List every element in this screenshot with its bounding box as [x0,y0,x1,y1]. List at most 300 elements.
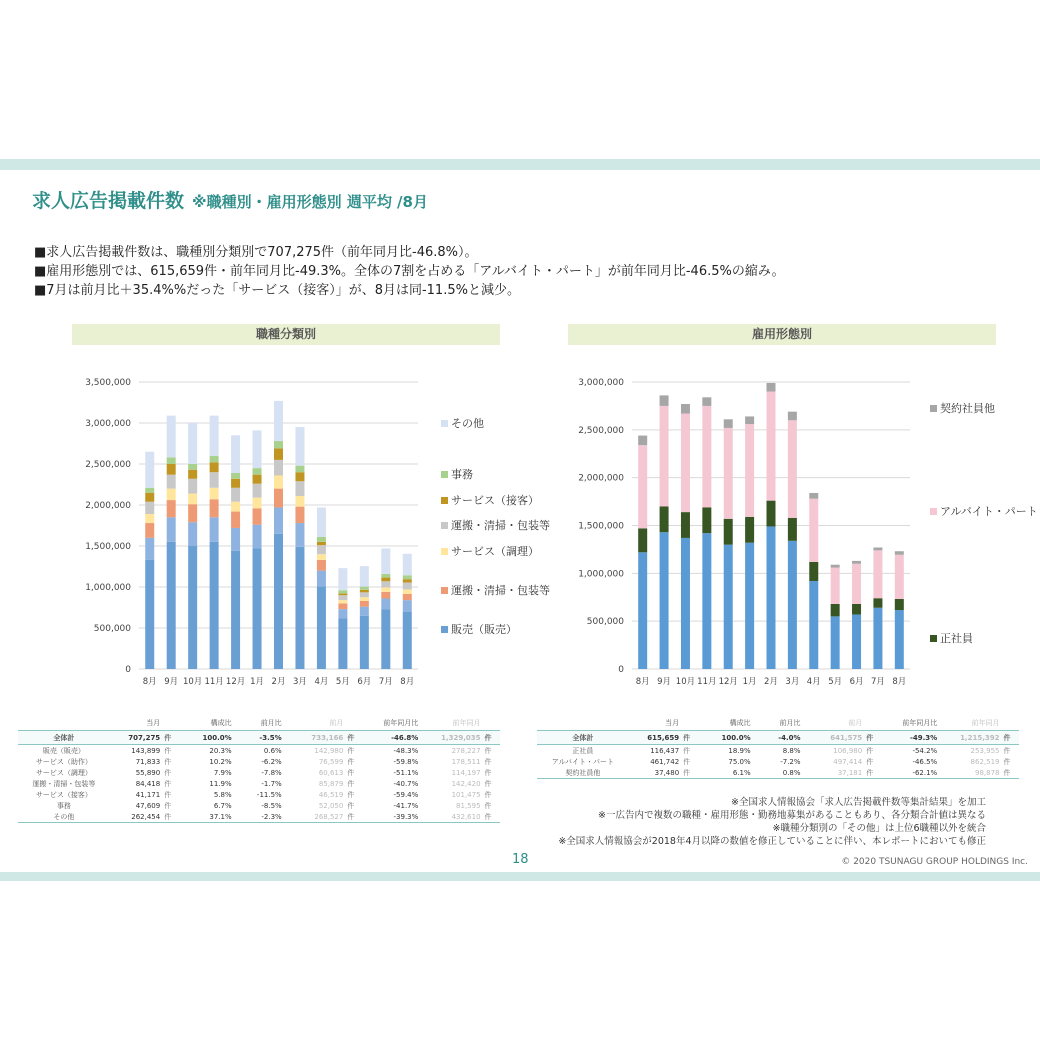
legend-swatch [441,626,448,633]
table-cell: 件 [162,731,179,745]
bar-segment [231,512,240,528]
bar-segment [852,564,861,604]
bar-segment [231,473,240,479]
table-cell: 件 [164,790,172,799]
legend-label: 事務 [451,468,473,481]
table-cell: 6.1% [699,767,753,779]
x-tick-label: 8月 [400,677,415,687]
bar-segment [338,603,347,609]
bar-segment [702,397,711,406]
table-cell: 件 [164,801,172,810]
bar-segment [317,560,326,571]
th-prev-month: 前月 [329,719,344,727]
legend-swatch [930,635,937,642]
table-cell: 37,480 [629,767,681,779]
bar-segment [809,499,818,562]
bar-segment [809,581,818,669]
table-row [537,767,1019,779]
x-tick-label: 10月 [182,677,203,687]
bar-segment [274,401,283,441]
bar-segment [767,383,776,392]
bar-segment [403,554,412,575]
th-ratio: 構成比 [729,719,751,727]
x-tick-label: 7月 [378,677,393,687]
bar-segment [660,532,669,669]
bar-segment [360,597,369,601]
table-cell: 契約社員他 [537,767,629,779]
bar-segment [852,614,861,669]
table-cell: サービス（接客） [35,790,92,799]
bar-segment [403,612,412,669]
chart-title-occupation: 職種分類別 [72,324,500,345]
bullet-1: ■求人広告掲載件数は、職種別分類別で707,275件（前年同月比-46.8%）。 [34,245,478,260]
table-cell: -48.3% [393,746,419,755]
bar-segment [210,488,219,499]
bar-segment [852,561,861,564]
bar-segment [317,542,326,545]
x-tick-label: 12月 [225,677,246,687]
bar-segment [338,590,347,593]
bar-segment [873,608,882,669]
bar-segment [253,548,262,669]
bar-segment [188,479,197,494]
table-cell: サービス（調理） [35,768,92,777]
bar-segment [167,489,176,500]
bar-segment [681,538,690,669]
table-cell: 件 [347,746,355,755]
x-tick-label: 3月 [785,677,800,687]
table-cell: その他 [18,811,110,823]
x-tick-label: 8月 [142,677,157,687]
x-tick-label: 4月 [314,677,329,687]
table-cell: 143,899 [131,746,161,755]
table-cell: 278,227 [451,746,481,755]
bar-segment [317,545,326,554]
bar-segment [381,598,390,609]
table-cell: 81,595 [456,801,481,810]
bar-segment [317,586,326,669]
bar-segment [638,552,647,669]
y-tick-label: 2,500,000 [85,460,131,470]
bar-segment [167,542,176,669]
table-cell: 件 [483,731,500,745]
bar-segment [145,502,154,514]
bar-segment [873,598,882,608]
table-cell: 件 [484,746,492,755]
table-cell: 件 [1003,757,1011,766]
table-cell: 60,613 [318,768,344,777]
table-cell: 件 [1001,767,1019,779]
table-cell: サービス（助作） [35,757,92,766]
bar-segment [188,504,197,522]
bar-segment [167,464,176,475]
table-cell: 84,418 [135,779,161,788]
table-cell: 件 [164,779,172,788]
bar-segment [360,607,369,616]
table-cell: 75.0% [728,757,751,766]
th-prev-year: 前年同月 [452,719,481,727]
x-tick-label: 1月 [250,677,264,687]
bar-segment [210,542,219,669]
bar-segment [831,616,840,669]
table-cell: 件 [484,757,492,766]
bar-segment [360,592,369,597]
table-cell: 52,050 [318,801,344,810]
table-row [18,811,500,823]
bar-segment [381,578,390,582]
table-cell: 1,215,392 [939,731,1001,745]
x-tick-label: 11月 [697,677,717,687]
bar-segment [145,514,154,523]
bar-segment [274,441,283,448]
x-tick-label: 1月 [742,677,757,687]
bar-segment [274,489,283,508]
bar-segment [317,507,326,537]
bar-segment [210,456,219,463]
bar-segment [788,420,797,518]
table-cell: 268,527 [284,811,346,823]
bar-segment [188,464,197,470]
table-cell: 件 [683,746,691,755]
table-cell: 100.0% [180,731,234,745]
table-cell: 件 [484,779,492,788]
th-current: 当月 [146,719,161,727]
x-tick-label: 9月 [657,677,672,687]
bar-segment [338,600,347,603]
bar-segment [895,555,904,599]
table-cell: 件 [347,790,355,799]
table-cell: 262,454 [110,811,162,823]
table-row [537,731,1019,745]
bar-segment [167,517,176,542]
table-cell: 0.6% [263,746,282,755]
table-cell: 55,890 [135,768,161,777]
x-tick-label: 2月 [271,677,286,687]
table-cell: -59.4% [393,790,419,799]
table-cell: 5.8% [213,790,232,799]
bar-segment [210,472,219,488]
table-cell: 1,329,035 [420,731,482,745]
table-cell: -59.8% [393,757,419,766]
bar-segment [210,517,219,542]
y-tick-label: 2,000,000 [85,501,131,511]
bar-segment [231,528,240,551]
table-cell: -7.2% [780,757,801,766]
bar-segment [873,550,882,598]
table-employment [537,716,1019,779]
bar-segment [360,566,369,587]
bar-segment [381,592,390,599]
bar-segment [724,545,733,669]
title-main: 求人広告掲載件数 [32,190,185,212]
x-tick-label: 8月 [892,677,907,687]
table-row [18,778,500,789]
table-row [537,756,1019,767]
bar-segment [788,412,797,421]
x-tick-label: 3月 [293,677,307,687]
note-1: ※全国求人情報協会「求人広告掲載件数等集計結果」を加工 [731,797,986,808]
bar-segment [231,435,240,473]
table-cell: 41,171 [135,790,161,799]
bullet-3: ■7月は前月比＋35.4%%だった「サービス（接客）」が、8月は同-11.5%と減少。 [34,283,520,298]
y-tick-label: 500,000 [93,624,131,634]
y-tick-label: 0 [618,665,624,675]
page-number: 18 [512,852,529,867]
table-cell: 販売（販売） [42,746,85,755]
table-cell: 37.1% [180,811,234,823]
table-cell: 461,742 [650,757,680,766]
legend-label: 運搬・清掃・包装等 [451,519,550,532]
bar-segment [702,533,711,669]
table-cell: 件 [164,768,172,777]
table-cell: 497,414 [833,757,863,766]
table-cell: 20.3% [209,746,232,755]
legend-label: アルバイト・パート [940,505,1038,518]
table-row [18,745,500,757]
table-cell: 862,519 [970,757,1000,766]
legend-label: 販売（販売） [451,623,517,636]
table-cell: 733,166 [284,731,346,745]
bar-segment [338,609,347,618]
legend-label: サービス（調理） [451,545,539,558]
table-cell: -11.5% [256,790,282,799]
table-cell: -1.7% [261,779,282,788]
table-cell: 全体計 [18,731,110,745]
table-cell: 432,610 [420,811,482,823]
bar-segment [724,428,733,519]
bar-segment [253,498,262,509]
bar-segment [188,522,197,546]
bar-segment [145,488,154,493]
table-cell: -4.0% [753,731,803,745]
table-cell: 7.9% [213,768,232,777]
bar-segment [274,448,283,459]
table-cell: -46.8% [363,731,421,745]
legend-label: その他 [451,417,484,430]
table-cell: 事務 [56,801,71,810]
bar-segment [831,568,840,604]
y-tick-label: 3,500,000 [85,378,131,388]
table-cell: 件 [681,731,698,745]
bar-segment [145,538,154,560]
bar-segment [317,537,326,542]
bar-segment [274,460,283,476]
table-row [18,731,500,745]
bar-segment [403,589,412,594]
bar-segment [702,507,711,533]
bar-segment [660,406,669,506]
table-cell: 件 [683,757,691,766]
table-cell: 6.7% [213,801,232,810]
x-tick-label: 9月 [164,677,179,687]
y-tick-label: 2,500,000 [578,425,624,436]
table-row [18,800,500,811]
bar-segment [145,493,154,502]
note-2: ※一広告内で複数の職種・雇用形態・勤務地募集があることもあり、各分類合計値は異なる [598,810,986,821]
th-current: 当月 [665,719,680,727]
bar-segment [809,562,818,581]
table-cell: アルバイト・パート [551,757,614,766]
bar-segment [767,392,776,501]
bar-segment [360,590,369,592]
bar-segment [381,548,390,573]
legend-swatch [930,508,937,515]
bar-segment [210,499,219,517]
table-cell: 98,878 [939,767,1001,779]
bar-segment [895,551,904,555]
bar-segment [403,579,412,582]
bar-segment [403,575,412,579]
table-cell: 件 [1001,731,1019,745]
bar-segment [253,508,262,524]
bar-segment [360,587,369,590]
bar-segment [167,475,176,489]
bar-segment [231,488,240,502]
table-cell: 件 [484,768,492,777]
bar-segment [681,414,690,513]
bar-segment [831,604,840,616]
bar-segment [253,525,262,549]
bar-segment [831,565,840,568]
bar-segment [638,436,647,446]
bar-segment [745,517,754,543]
bar-segment [724,419,733,428]
bar-segment [403,594,412,600]
bar-segment [895,599,904,610]
y-tick-label: 0 [125,665,131,675]
x-tick-label: 11月 [204,677,224,687]
table-cell: 0.8% [753,767,803,779]
legend-label: 運搬・清掃・包装等 [451,584,550,597]
table-cell: 件 [483,811,500,823]
bar-segment [681,404,690,414]
bar-segment [295,472,304,481]
bar-segment [809,493,818,499]
table-row [18,789,500,800]
y-tick-label: 500,000 [586,617,624,628]
table-cell: -49.3% [882,731,940,745]
table-cell: 85,879 [318,779,344,788]
bar-segment [210,416,219,456]
bar-segment [895,610,904,669]
bar-segment [381,587,390,592]
y-tick-label: 1,500,000 [578,521,624,532]
bar-segment [724,519,733,545]
note-3: ※職種分類別の「その他」は上位6職種以外を統合 [772,823,986,834]
bar-segment [295,547,304,669]
bar-segment [788,541,797,669]
note-4: ※全国求人情報協会が2018年4月以降の数値を修正していることに伴い、本レポートにおいても修正 [558,836,986,847]
table-cell: 件 [866,746,874,755]
y-tick-label: 1,500,000 [85,542,131,552]
bar-segment [210,462,219,472]
table-cell: 116,437 [650,746,680,755]
y-tick-label: 3,000,000 [85,419,131,429]
x-tick-label: 8月 [635,677,650,687]
table-cell: 142,980 [314,746,344,755]
legend-label: 契約社員他 [940,402,995,415]
bar-segment [167,500,176,517]
bar-segment [381,609,390,669]
bar-segment [360,601,369,607]
table-cell: 11.9% [209,779,232,788]
bar-segment [145,523,154,538]
table-cell: 46,519 [318,790,344,799]
x-tick-label: 5月 [335,677,350,687]
table-cell: 253,955 [970,746,1000,755]
legend-label: 正社員 [940,632,973,645]
th-mom: 前月比 [260,719,282,727]
bar-segment [317,554,326,560]
legend-swatch [441,548,448,555]
bar-segment [745,424,754,517]
bar-segment [145,452,154,488]
copyright: © 2020 TSUNAGU GROUP HOLDINGS Inc. [841,857,1028,867]
table-cell: 641,575 [803,731,865,745]
table-cell: 37,181 [803,767,865,779]
bar-segment [338,595,347,600]
table-cell: -39.3% [363,811,421,823]
table-cell: 114,197 [451,768,481,777]
table-cell: 件 [162,811,179,823]
table-cell: -41.7% [393,801,419,810]
x-tick-label: 6月 [357,677,372,687]
table-cell: 件 [345,811,362,823]
legend-swatch [441,522,448,529]
legend-swatch [441,497,448,504]
footnotes [558,796,986,848]
bar-segment [253,430,262,468]
table-cell: 全体計 [537,731,629,745]
legend-swatch [441,587,448,594]
bar-segment [167,416,176,458]
table-cell: 47,609 [135,801,161,810]
table-cell: -62.1% [882,767,940,779]
bar-segment [295,466,304,473]
bar-segment [274,507,283,533]
bar-segment [231,551,240,669]
th-ratio: 構成比 [210,719,232,727]
table-cell: 18.9% [728,746,751,755]
x-tick-label: 2月 [764,677,778,687]
bar-segment [274,475,283,488]
x-tick-label: 7月 [870,677,885,687]
chart-title-employment: 雇用形態別 [568,324,996,345]
bar-segment [873,548,882,551]
bar-segment [360,616,369,669]
table-cell: 142,420 [451,779,481,788]
table-cell: -8.5% [261,801,282,810]
table-cell: 101,475 [451,790,481,799]
table-cell: -3.5% [234,731,284,745]
bar-segment [338,618,347,669]
th-prev-month: 前月 [848,719,863,727]
bar-segment [338,568,347,590]
bar-segment [745,543,754,669]
bar-segment [295,496,304,507]
table-cell: 71,833 [135,757,161,766]
table-cell: 件 [484,790,492,799]
table-cell: -51.1% [393,768,419,777]
th-mom: 前月比 [779,719,801,727]
table-row [18,767,500,778]
table-cell: -46.5% [912,757,938,766]
table-cell: 件 [681,767,698,779]
table-cell: 178,511 [451,757,481,766]
bar-segment [231,479,240,488]
table-cell: -40.7% [393,779,419,788]
legend-label: サービス（接客） [451,494,539,507]
